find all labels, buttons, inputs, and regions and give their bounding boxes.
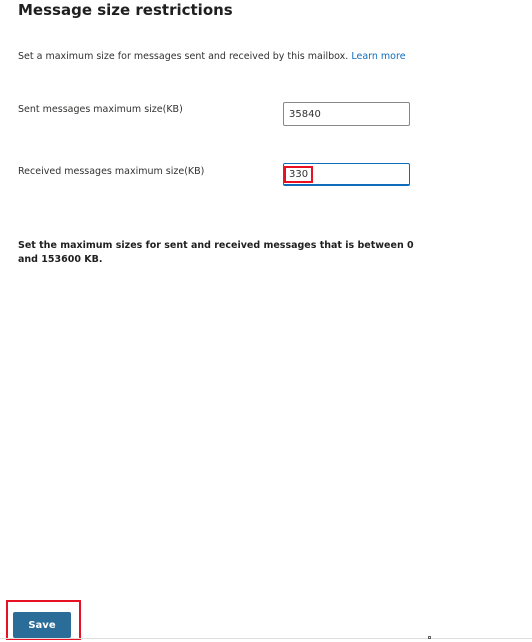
learn-more-link[interactable]: Learn more (351, 51, 406, 62)
size-range-note: Set the maximum sizes for sent and received messages that is between 0 and 153600 KB. (18, 240, 414, 265)
panel-description (18, 51, 406, 62)
received-size-input[interactable] (283, 163, 410, 186)
page-title: Message size restrictions (18, 1, 233, 19)
save-button[interactable]: Save (13, 612, 71, 638)
sent-size-label: Sent messages maximum size(KB) (18, 104, 183, 115)
resize-handle-icon (428, 636, 431, 639)
description-text: Set a maximum size for messages sent and received by this mailbox. (18, 51, 349, 62)
received-size-label: Received messages maximum size(KB) (18, 166, 205, 177)
sent-size-input[interactable] (283, 102, 410, 126)
footer-divider (0, 638, 532, 639)
